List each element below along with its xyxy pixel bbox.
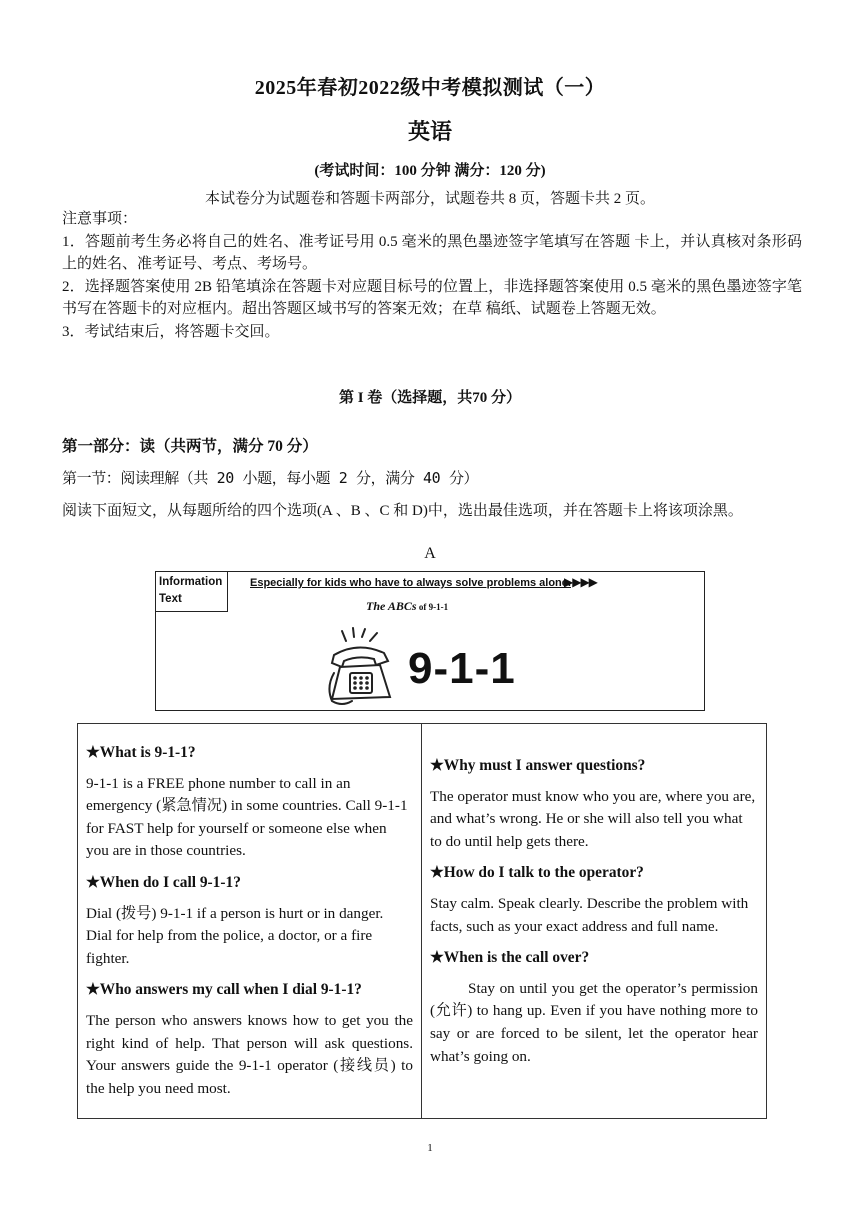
answer-text: 9-1-1 is a FREE phone number to call in an emergency (紧急情况) in some countries. Call 9-1-1 for FAST help for yourself or someone else when you are in those countries. <box>86 774 408 860</box>
page-number: 1 <box>427 1142 433 1154</box>
note-item-2: 2．选择题答案使用 2B 铅笔填涂在答题卡对应题目标号的位置上，非选择题答案使用 0.5 毫米的黑色墨迹签字笔书写在答题卡的对应框内。超出答题区域书写的答案无效；在草 稿纸、试题卷上答题无效。 <box>62 278 802 318</box>
notes-heading: 注意事项： <box>62 211 138 227</box>
notes-section <box>62 208 802 344</box>
passage-label: A <box>424 545 436 562</box>
answer-text: Dial (拨号) 9-1-1 if a person is hurt or in danger. Dial for help from the police, a doctor, or a fire fighter. <box>86 904 384 967</box>
volume-heading: 第 I 卷（选择题，共70 分） <box>338 390 522 406</box>
question-heading: ★Who answers my call when I dial 9-1-1? <box>86 981 362 999</box>
section-heading: 第一节：阅读理解（共 20 小题，每小题 2 分，满分 40 分） <box>62 469 479 487</box>
answer-text: Stay calm. Speak clearly. Describe the problem with facts, such as your exact address and full name. <box>430 894 749 935</box>
emergency-number: 9-1-1 <box>408 644 516 693</box>
question-heading: ★How do I talk to the operator? <box>430 864 644 882</box>
info-text-label <box>155 571 228 612</box>
question-heading: ★When do I call 9-1-1? <box>86 873 241 891</box>
subject-title: 英语 <box>407 119 452 144</box>
telephone-icon <box>328 627 398 707</box>
reading-instructions: 阅读下面短文，从每题所给的四个选项(A 、B 、C 和 D)中，选出最佳选项，并在答题卡上将该项涂黑。 <box>62 503 743 519</box>
answer-text: Stay on until you get the operator’s permission (允许) to hang up. Even if you have nothing more to say or are forced to be silent, let the operator hear what’s going on. <box>430 979 758 1065</box>
info-banner <box>155 571 705 711</box>
arrows-icon: ▶▶▶▶ <box>564 575 597 589</box>
question-heading: ★Why must I answer questions? <box>430 757 646 774</box>
banner-tagline: Especially for kids who have to always solve problems alone. <box>250 577 571 589</box>
abc-prefix: The <box>366 599 388 613</box>
qa-table <box>77 723 767 1119</box>
note-item-1: 1．答题前考生务必将自己的姓名、准考证号用 0.5 毫米的黑色墨迹签字笔填写在答题 卡上，并认真核对条形码上的姓名、准考证号、考点、考场号。 <box>62 233 802 273</box>
part-heading: 第一部分：读（共两节，满分 70 分） <box>62 438 318 455</box>
exam-title: 2025年春初2022级中考模拟测试（一） <box>254 77 606 99</box>
answer-text: The person who answers knows how to get you the right kind of help. That person will ask questions. Your answers guide the 9-1-1 operator (接线员) to the help you need most. <box>86 1011 413 1097</box>
qa-column-left <box>78 724 422 1118</box>
note-item-3: 3．考试结束后，将答题卡交回。 <box>62 323 280 340</box>
answer-text: The operator must know who you are, where you are, and what’s wrong. He or she will also tell you what to do until help gets there. <box>430 787 756 850</box>
abc-word: ABCs <box>387 599 417 613</box>
qa-column-right <box>422 724 766 1118</box>
abc-title <box>366 599 448 614</box>
abc-suffix: of 9-1-1 <box>416 602 449 612</box>
paper-intro: 本试卷分为试题卷和答题卡两部分，试题卷共 8 页，答题卡共 2 页。 <box>204 191 655 207</box>
info-label-line-1: Information <box>159 576 223 588</box>
info-label-line-2: Text <box>159 593 182 605</box>
exam-time-info: (考试时间：100 分钟 满分：120 分) <box>314 163 546 179</box>
question-heading: ★What is 9-1-1? <box>86 744 196 761</box>
question-heading: ★When is the call over? <box>430 949 590 967</box>
